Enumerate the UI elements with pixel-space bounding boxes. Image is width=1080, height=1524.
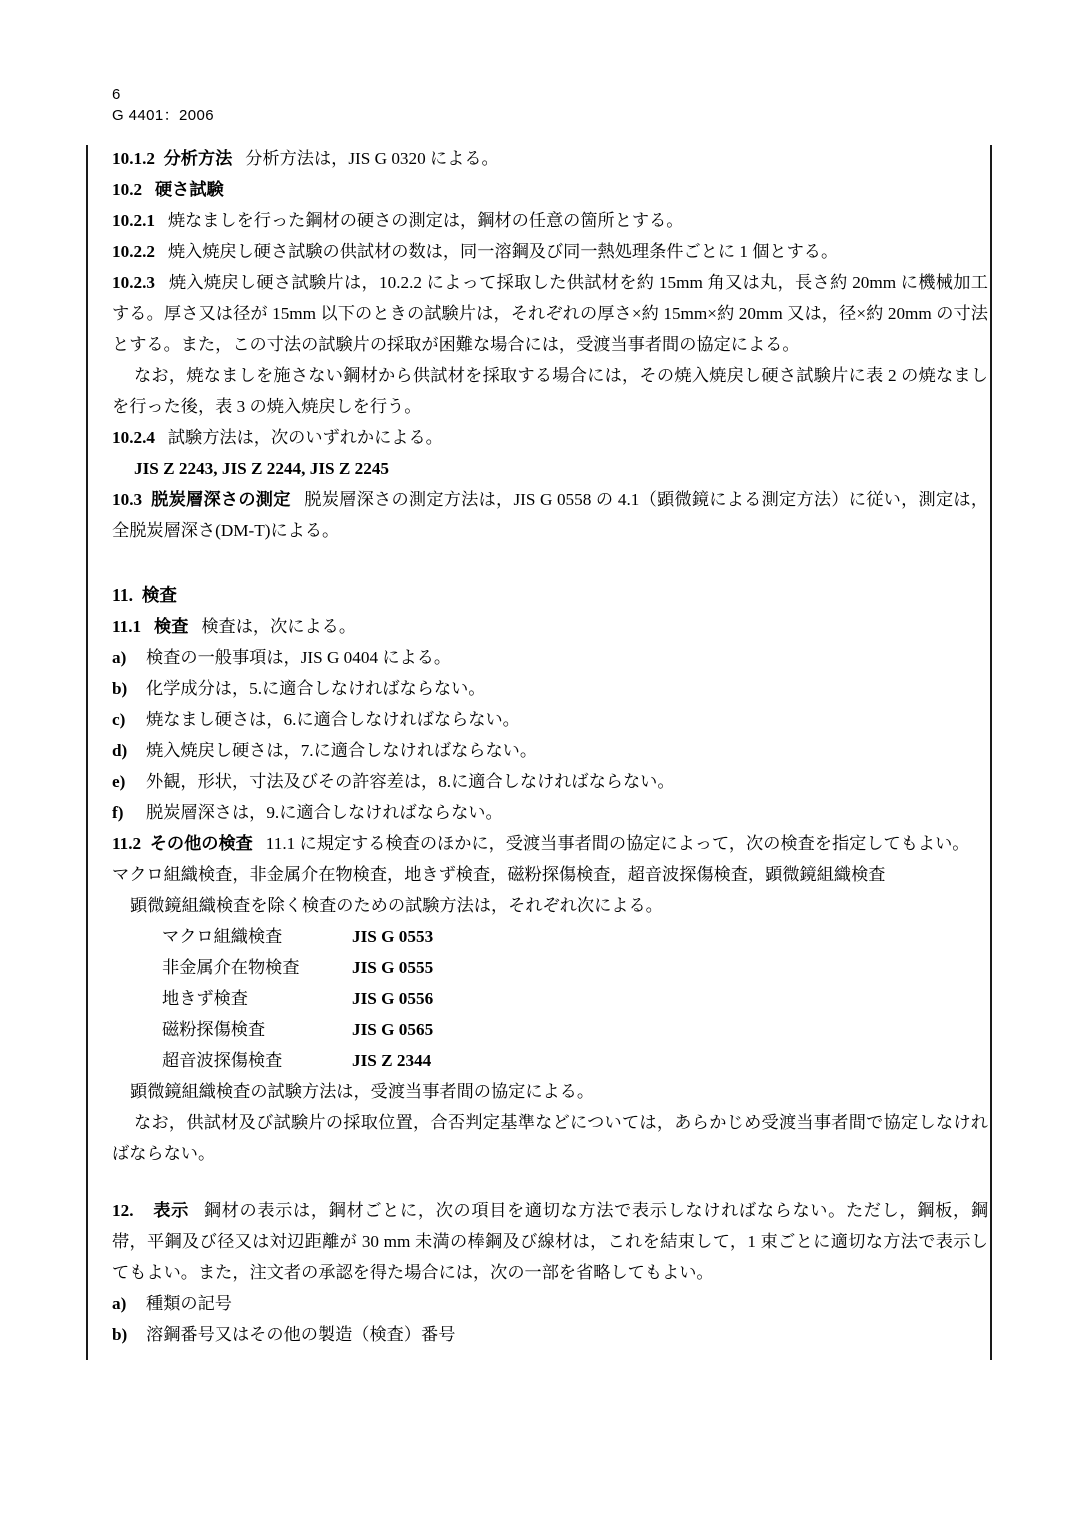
list-item-text: 化学成分は，5.に適合しなければならない。 (146, 679, 486, 698)
section-11-2-title: その他の検査 (149, 834, 253, 853)
list-item (112, 735, 988, 766)
section-10-2-3-number: 10.2.3 (112, 273, 155, 292)
section-11-2-method-line: 顕微鏡組織検査を除く検査のための試験方法は，それぞれ次による。 (130, 896, 663, 915)
spacer-before-section-11 (112, 546, 988, 580)
list-item-label: a) (112, 648, 127, 667)
test-method-name: 超音波探傷検査 (162, 1051, 283, 1070)
section-11-2 (112, 828, 988, 859)
list-item-label: c) (112, 710, 126, 729)
section-12-text: 鋼材の表示は，鋼材ごとに，次の項目を適切な方法で表示しなければならない。ただし，鋼板，鋼帯，平鋼及び径又は対辺距離が 30 mm 未満の棒鋼及び線材は，これを結束して，1 束ごとに適切な方法で表示してもよい。また，注文者の承認を得た場合には，次の一部を省略してもよい。 (112, 1201, 989, 1282)
section-11-2-micro-line: 顕微鏡組織検査の試験方法は，受渡当事者間の協定による。 (130, 1082, 595, 1101)
section-10-3-number: 10.3 (112, 490, 143, 509)
section-10-1-2-title: 分析方法 (163, 149, 233, 168)
section-10-2-3-note: なお，焼なましを施さない鋼材から供試材を採取する場合には，その焼入焼戻し硬さ試験片に表 2 の焼なましを行った後，表 3 の焼入焼戻しを行う。 (112, 366, 988, 416)
spacer-before-section-12 (112, 1169, 988, 1195)
section-10-2-title: 硬さ試験 (154, 180, 224, 199)
list-item-label: b) (112, 679, 128, 698)
test-method-code: JIS Z 2344 (352, 1051, 432, 1070)
section-10-2-1-text: 焼なましを行った鋼材の硬さの測定は，鋼材の任意の箇所とする。 (167, 211, 684, 230)
section-11-title: 検査 (141, 585, 178, 605)
section-11-1-title: 検査 (154, 617, 189, 636)
page-number: 6 (112, 86, 121, 103)
left-margin-rule (86, 145, 88, 1360)
test-method-name: 非金属介在物検査 (162, 958, 300, 977)
section-11-1-number: 11.1 (112, 617, 142, 636)
test-method-name: 磁粉探傷検査 (162, 1020, 266, 1039)
section-11-2-text: 11.1 に規定する検査のほかに，受渡当事者間の協定によって，次の検査を指定してもよい。 (265, 834, 970, 853)
list-item (112, 642, 988, 673)
list-item-label: b) (112, 1325, 128, 1344)
test-method-row (112, 921, 988, 952)
section-10-2-4-standards: JIS Z 2243, JIS Z 2244, JIS Z 2245 (134, 459, 390, 478)
section-11-1-text: 検査は，次による。 (201, 617, 357, 636)
section-10-3 (112, 484, 988, 546)
section-12-number: 12. (112, 1201, 134, 1220)
list-item (112, 766, 988, 797)
section-11-2-number: 11.2 (112, 834, 142, 853)
test-method-row (112, 1014, 988, 1045)
list-item-label: a) (112, 1294, 127, 1313)
test-method-code: JIS G 0555 (352, 958, 434, 977)
section-11-1 (112, 611, 988, 642)
list-item-text: 焼入焼戻し硬さは，7.に適合しなければならない。 (146, 741, 538, 760)
list-item (112, 704, 988, 735)
section-11-2-inspection-list: マクロ組織検査，非金属介在物検査，地きず検査，磁粉探傷検査，超音波探傷検査，顕微鏡組織検査 (112, 865, 886, 884)
test-method-name: 地きず検査 (162, 989, 248, 1008)
section-10-2-1-number: 10.2.1 (112, 211, 155, 230)
test-method-code: JIS G 0553 (352, 927, 434, 946)
section-10-2-2-number: 10.2.2 (112, 242, 155, 261)
test-method-code: JIS G 0556 (352, 989, 434, 1008)
section-10-2-2 (112, 236, 988, 267)
list-item-label: d) (112, 741, 128, 760)
test-method-name: マクロ組織検査 (162, 927, 283, 946)
document-id: G 4401：2006 (112, 107, 214, 124)
list-item-text: 検査の一般事項は，JIS G 0404 による。 (146, 648, 452, 667)
list-item (112, 1319, 988, 1350)
section-11-number: 11. (112, 585, 134, 605)
list-item-text: 脱炭層深さは，9.に適合しなければならない。 (146, 803, 503, 822)
list-item-text: 種類の記号 (146, 1294, 232, 1313)
section-12-title: 表示 (153, 1201, 189, 1220)
section-11-heading (112, 580, 988, 611)
test-method-row (112, 1045, 988, 1076)
list-item-text: 焼なまし硬さは，6.に適合しなければならない。 (146, 710, 520, 729)
list-item (112, 1288, 988, 1319)
list-item (112, 673, 988, 704)
section-11-2-note-line: なお，供試材及び試験片の採取位置，合否判定基準などについては，あらかじめ受渡当事者間で協定しなければならない。 (112, 1113, 988, 1163)
right-margin-rule (990, 145, 992, 1360)
test-method-row (112, 952, 988, 983)
list-item (112, 797, 988, 828)
section-10-2-3-text: 焼入焼戻し硬さ試験片は，10.2.2 によって採取した供試材を約 15mm 角又は丸，長さ約 20mm に機械加工する。厚さ又は径が 15mm 以下のときの試験片は，それぞれの厚さ×約 15mm×約 20mm 又は，径×約 20mm の寸法とする。また，この寸法の試験片の採取が困難な場合には，受渡当事者間の協定による。 (112, 273, 988, 354)
section-10-2-1 (112, 205, 988, 236)
section-10-2 (112, 174, 988, 205)
section-12 (112, 1195, 988, 1288)
list-item-label: f) (112, 803, 124, 822)
section-10-2-4-number: 10.2.4 (112, 428, 155, 447)
section-10-1-2-text: 分析方法は，JIS G 0320 による。 (245, 149, 499, 168)
section-10-2-4 (112, 422, 988, 453)
section-10-2-number: 10.2 (112, 180, 143, 199)
section-10-2-2-text: 焼入焼戻し硬さ試験の供試材の数は，同一溶鋼及び同一熱処理条件ごとに 1 個とする。 (167, 242, 839, 261)
section-10-1-2 (112, 143, 988, 174)
section-10-2-3 (112, 267, 988, 360)
section-10-2-4-text: 試験方法は，次のいずれかによる。 (167, 428, 443, 447)
list-item-label: e) (112, 772, 126, 791)
list-item-text: 溶鋼番号又はその他の製造（検査）番号 (146, 1325, 456, 1344)
document-body (112, 143, 988, 1350)
section-10-3-text: 脱炭層深さの測定方法は，JIS G 0558 の 4.1（顕微鏡による測定方法）に従い，測定は，全脱炭層深さ(DM-T)による。 (112, 490, 989, 540)
test-method-code: JIS G 0565 (352, 1020, 434, 1039)
test-method-row (112, 983, 988, 1014)
section-10-1-2-number: 10.1.2 (112, 149, 155, 168)
list-item-text: 外観，形状，寸法及びその許容差は，8.に適合しなければならない。 (146, 772, 675, 791)
section-10-3-title: 脱炭層深さの測定 (151, 490, 291, 509)
